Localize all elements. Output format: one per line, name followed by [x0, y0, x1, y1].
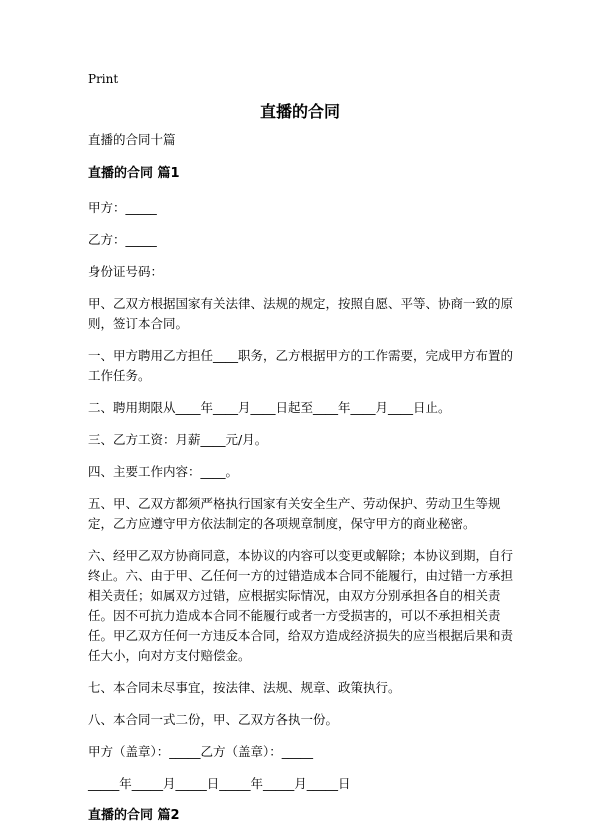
date-line: _____年_____月_____日_____年_____月_____日 — [88, 776, 351, 791]
clause-1: 一、甲方聘用乙方担任____职务，乙方根据甲方的工作需要，完成甲方布置的工作任务。 — [88, 348, 514, 383]
clause-7: 七、本合同未尽事宜，按法律、法规、规章、政策执行。 — [88, 680, 401, 695]
print-label: Print — [88, 72, 119, 86]
document-title: 直播的合同 — [259, 102, 340, 121]
section-heading-2: 直播的合同 篇2 — [88, 808, 180, 823]
signature-line: 甲方（盖章）：_____乙方（盖章）：_____ — [88, 744, 314, 759]
document-subtitle: 直播的合同十篇 — [88, 132, 176, 147]
party-b-line: 乙方：_____ — [88, 232, 157, 247]
section-heading-1: 直播的合同 篇1 — [88, 166, 180, 181]
id-number-line: 身份证号码： — [88, 264, 164, 279]
document-body — [88, 130, 516, 840]
clause-6: 六、经甲乙双方协商同意，本协议的内容可以变更或解除；本协议到期，自行终止。六、由于甲、乙任何一方的过错造成本合同不能履行，由过错一方承担相关责任；如属双方过错，应根据实际情况，由双方分别承担各自的相关责任。因不可抗力造成本合同不能履行或者一方受损害的，可以不承担相关责任。甲乙双方任何一方违反本合同，给双方造成经济损失的应当根据后果和责任大小，向对方支付赔偿金。 — [88, 548, 514, 663]
party-a-line: 甲方：_____ — [88, 200, 157, 215]
clause-3: 三、乙方工资：月薪____元/月。 — [88, 432, 268, 447]
clause-4: 四、主要工作内容：____。 — [88, 464, 239, 479]
intro-paragraph: 甲、乙双方根据国家有关法律、法规的规定，按照自愿、平等、协商一致的原则，签订本合同。 — [88, 296, 514, 331]
clause-5: 五、甲、乙双方都须严格执行国家有关安全生产、劳动保护、劳动卫生等规定，乙方应遵守甲方依法制定的各项规章制度，保守甲方的商业秘密。 — [88, 496, 501, 531]
clause-8: 八、本合同一式二份，甲、乙双方各执一份。 — [88, 712, 339, 727]
clause-2: 二、聘用期限从____年____月____日起至____年____月____日止。 — [88, 400, 451, 415]
